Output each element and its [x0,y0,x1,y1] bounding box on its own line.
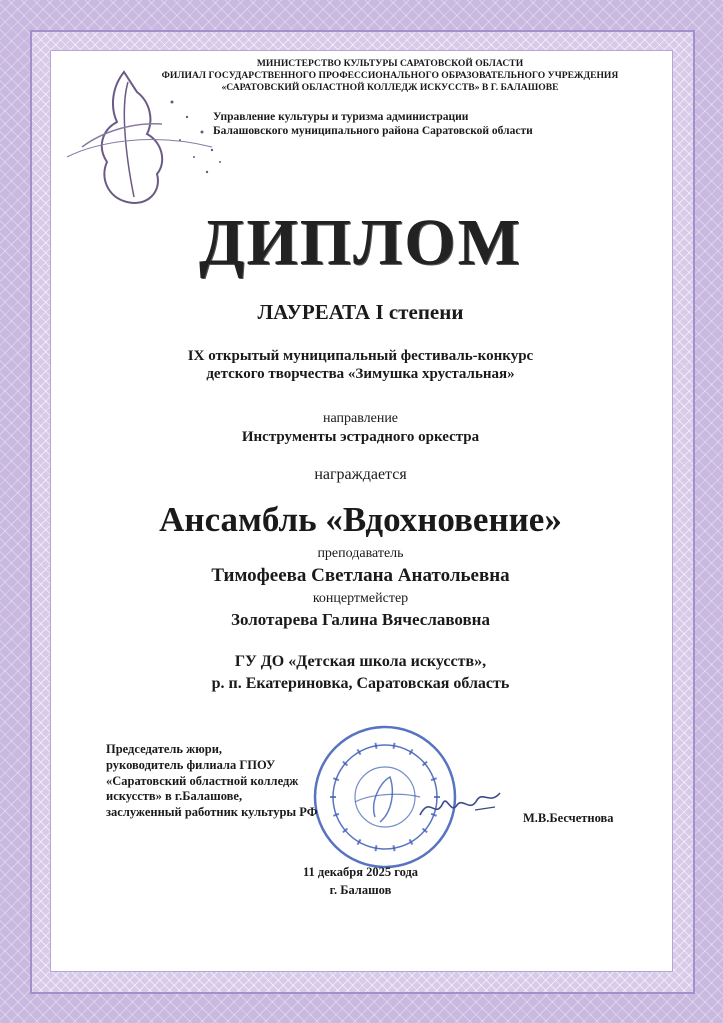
jury-chair-block [106,742,366,821]
chair-line-1: Председатель жюри, [106,742,223,756]
branch-line: ФИЛИАЛ ГОСУДАРСТВЕННОГО ПРОФЕССИОНАЛЬНОГО ОБРАЗОВАТЕЛЬНОГО УЧРЕЖДЕНИЯ [161,70,619,81]
accompanist-label: концертмейстер [312,591,409,606]
chair-line-4: искусств» в г.Балашове, [106,789,243,804]
issue-date: 11 декабря 2025 года [302,865,419,879]
ministry-line: МИНИСТЕРСТВО КУЛЬТУРЫ САРАТОВСКОЙ ОБЛАСТИ [256,58,524,69]
chair-line-2: руководитель филиала ГПОУ [106,757,276,772]
school-line-2: р. п. Екатериновка, Саратовская область [211,675,510,692]
awarded-label: награждается [314,466,407,483]
admin-line-2: Балашовского муниципального района Саратовской области [213,125,533,137]
school-line-1: ГУ ДО «Детская школа искусств», [234,653,487,670]
chair-line-3: «Саратовский областной колледж [106,773,299,788]
issue-date-block [50,863,671,899]
festival-line-1: IX открытый муниципальный фестиваль-конкурс [187,348,534,364]
laureate-degree: ЛАУРЕАТА I степени [257,300,464,324]
teacher-label: преподаватель [317,546,404,561]
school-info [50,651,671,695]
issue-city: г. Балашов [329,883,392,897]
festival-name [50,347,671,383]
institution-header [150,58,630,94]
college-line: «САРАТОВСКИЙ ОБЛАСТНОЙ КОЛЛЕДЖ ИСКУССТВ» В Г. БАЛАШОВЕ [221,82,559,93]
signer-name: М.В.Бесчетнова [523,811,614,825]
diploma-title: ДИПЛОМ [199,206,522,279]
admin-line-1: Управление культуры и туризма администрации [213,111,469,123]
festival-line-2: детского творчества «Зимушка хрустальная» [206,366,515,382]
accompanist-name: Золотарева Галина Вячеславовна [231,610,490,629]
signature-icon [415,785,505,825]
teacher-name: Тимофеева Светлана Анатольевна [211,565,510,586]
administration-header [213,110,633,138]
direction-value: Инструменты эстрадного оркестра [241,429,480,445]
awardee-name: Ансамбль «Вдохновение» [159,500,562,539]
chair-line-5: заслуженный работник культуры РФ [106,805,318,820]
direction-label: направление [322,411,399,426]
